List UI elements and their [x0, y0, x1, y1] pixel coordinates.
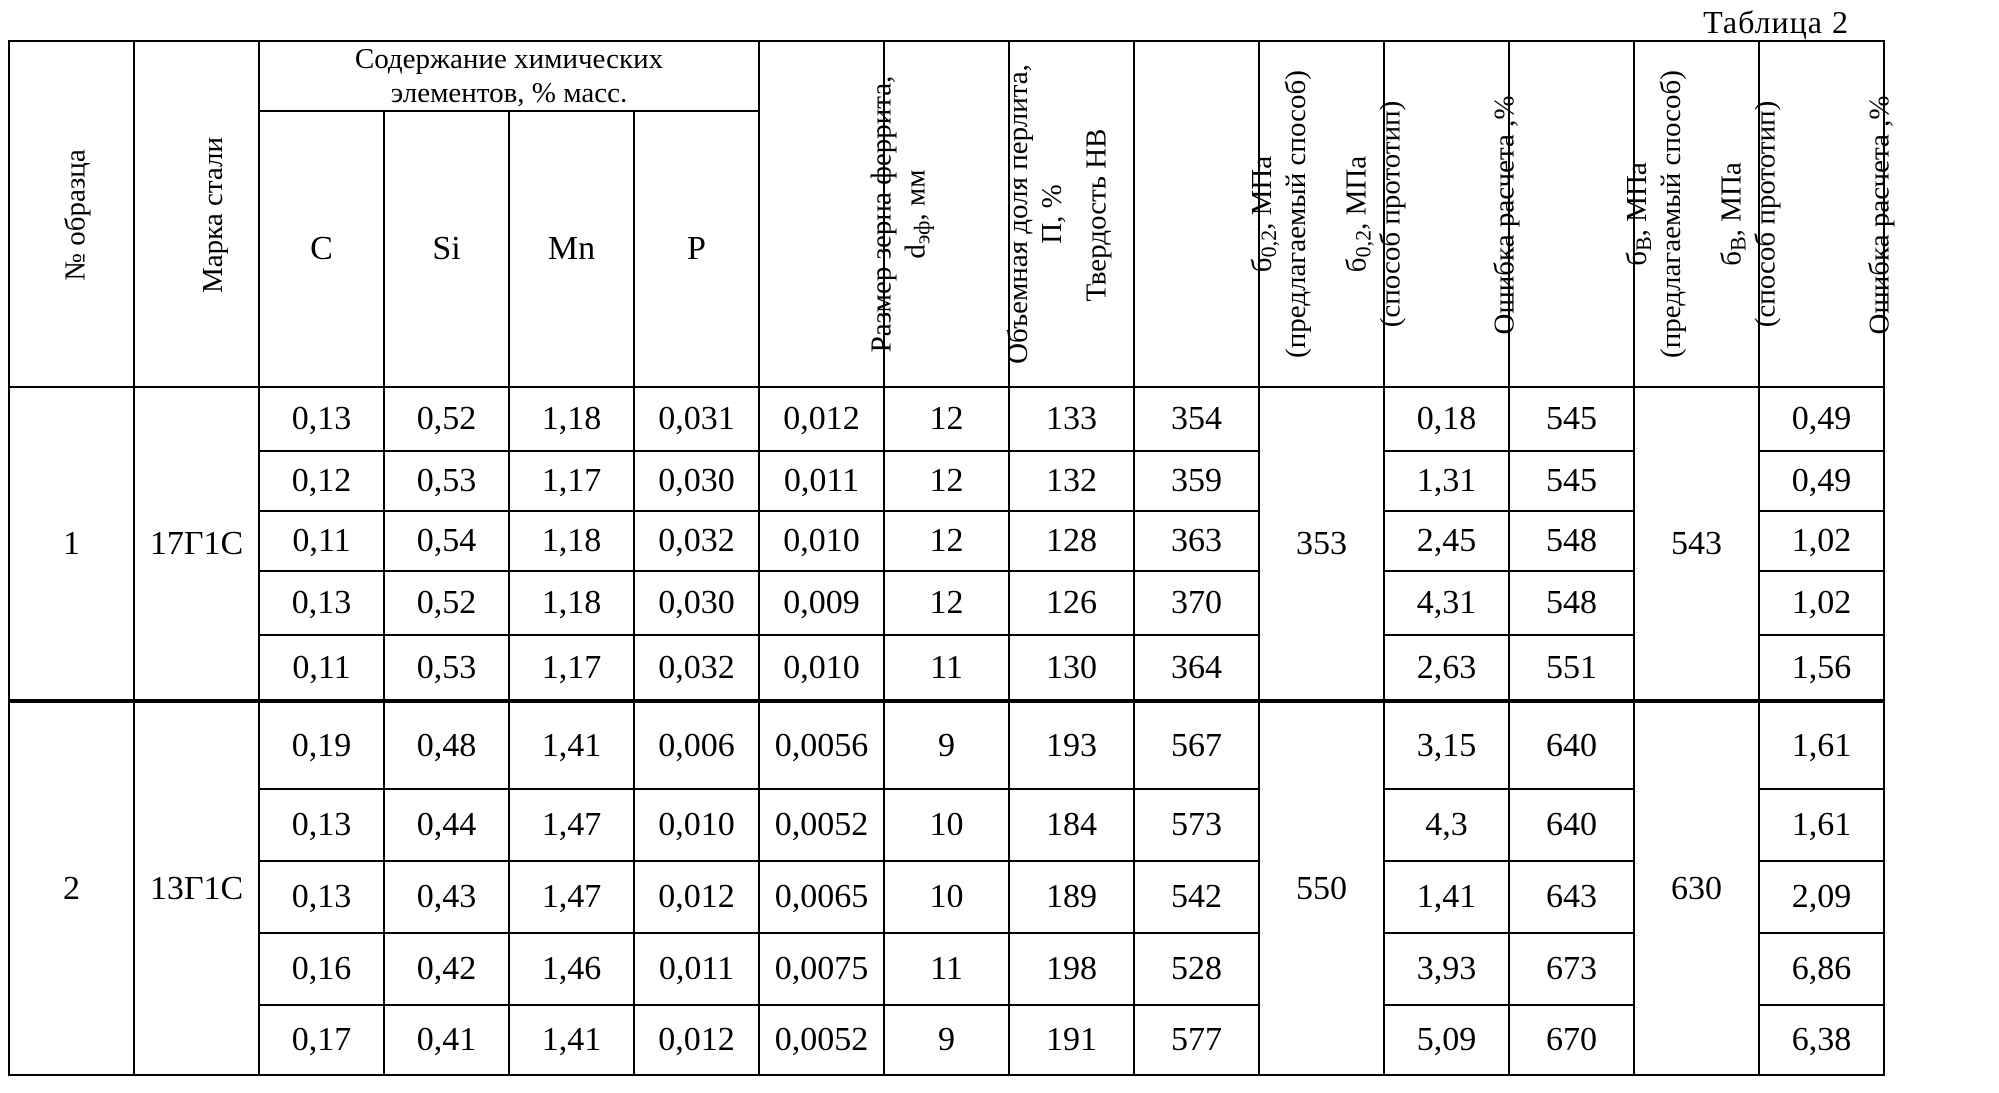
cell-error-2: 6,38 — [1759, 1005, 1884, 1075]
cell-error-2: 0,49 — [1759, 451, 1884, 511]
cell-c: 0,13 — [259, 571, 384, 635]
cell-mn: 1,17 — [509, 451, 634, 511]
table-row — [9, 861, 1884, 933]
cell-p: 0,012 — [634, 861, 759, 933]
header-p: P — [634, 111, 759, 387]
cell-error-1: 1,31 — [1384, 451, 1509, 511]
cell-si: 0,48 — [384, 701, 509, 789]
table-row — [9, 1005, 1884, 1075]
cell-error-2: 1,61 — [1759, 789, 1884, 861]
cell-s02: 573 — [1134, 789, 1259, 861]
cell-grain: 0,0052 — [759, 1005, 884, 1075]
cell-s02: 359 — [1134, 451, 1259, 511]
header-si: Si — [384, 111, 509, 387]
cell-grain: 0,010 — [759, 635, 884, 701]
cell-error-2: 6,86 — [1759, 933, 1884, 1005]
header-pearlite: Объемная доля перлита, П, % — [884, 41, 1009, 387]
cell-error-1: 0,18 — [1384, 387, 1509, 451]
cell-si: 0,52 — [384, 387, 509, 451]
cell-error-1: 5,09 — [1384, 1005, 1509, 1075]
header-c: C — [259, 111, 384, 387]
table-row — [9, 933, 1884, 1005]
cell-si: 0,52 — [384, 571, 509, 635]
cell-pearlite: 12 — [884, 571, 1009, 635]
header-chem-group: Содержание химических элементов, % масс. — [259, 41, 759, 111]
cell-error-1: 3,15 — [1384, 701, 1509, 789]
cell-grain: 0,011 — [759, 451, 884, 511]
cell-hardness: 133 — [1009, 387, 1134, 451]
cell-sb: 640 — [1509, 789, 1634, 861]
sb-prototype: 543 — [1634, 387, 1759, 701]
table-body — [9, 387, 1884, 1075]
cell-pearlite: 11 — [884, 635, 1009, 701]
header-sample-no: № образца — [9, 41, 134, 387]
cell-sb: 643 — [1509, 861, 1634, 933]
cell-p: 0,012 — [634, 1005, 759, 1075]
cell-pearlite: 10 — [884, 861, 1009, 933]
cell-error-2: 1,02 — [1759, 571, 1884, 635]
cell-s02: 354 — [1134, 387, 1259, 451]
header-s02-prototype: $б_{0,2}$, МПа (способ прототип) — [1259, 41, 1384, 387]
cell-c: 0,11 — [259, 635, 384, 701]
cell-hardness: 126 — [1009, 571, 1134, 635]
cell-grain: 0,012 — [759, 387, 884, 451]
cell-s02: 364 — [1134, 635, 1259, 701]
table-caption: Таблица 2 — [1703, 4, 1849, 40]
cell-pearlite: 9 — [884, 701, 1009, 789]
cell-si: 0,54 — [384, 511, 509, 571]
cell-sb: 673 — [1509, 933, 1634, 1005]
cell-si: 0,53 — [384, 635, 509, 701]
cell-si: 0,41 — [384, 1005, 509, 1075]
cell-hardness: 184 — [1009, 789, 1134, 861]
cell-si: 0,43 — [384, 861, 509, 933]
cell-p: 0,011 — [634, 933, 759, 1005]
sb-prototype: 630 — [1634, 701, 1759, 1075]
cell-pearlite: 12 — [884, 451, 1009, 511]
header-sb-prototype: $б_В$, МПа (способ прототип) — [1634, 41, 1759, 387]
header-hardness: Твердость HB — [1009, 41, 1134, 387]
cell-sb: 548 — [1509, 511, 1634, 571]
cell-sb: 548 — [1509, 571, 1634, 635]
cell-grain: 0,0075 — [759, 933, 884, 1005]
cell-s02: 528 — [1134, 933, 1259, 1005]
cell-sb: 551 — [1509, 635, 1634, 701]
cell-mn: 1,46 — [509, 933, 634, 1005]
cell-error-2: 1,56 — [1759, 635, 1884, 701]
s02-prototype: 353 — [1259, 387, 1384, 701]
cell-error-2: 1,61 — [1759, 701, 1884, 789]
cell-error-1: 4,31 — [1384, 571, 1509, 635]
table-row — [9, 789, 1884, 861]
cell-c: 0,13 — [259, 861, 384, 933]
cell-c: 0,11 — [259, 511, 384, 571]
header-sb-proposed: $б_В$, МПа (предлагаемый способ) — [1509, 41, 1634, 387]
cell-s02: 363 — [1134, 511, 1259, 571]
cell-c: 0,17 — [259, 1005, 384, 1075]
cell-sb: 640 — [1509, 701, 1634, 789]
cell-mn: 1,41 — [509, 701, 634, 789]
cell-c: 0,13 — [259, 387, 384, 451]
cell-sb: 545 — [1509, 387, 1634, 451]
cell-c: 0,19 — [259, 701, 384, 789]
cell-s02: 370 — [1134, 571, 1259, 635]
cell-pearlite: 11 — [884, 933, 1009, 1005]
cell-c: 0,12 — [259, 451, 384, 511]
sample-number: 2 — [9, 701, 134, 1075]
cell-mn: 1,18 — [509, 571, 634, 635]
cell-error-2: 1,02 — [1759, 511, 1884, 571]
table-row — [9, 451, 1884, 511]
cell-mn: 1,47 — [509, 861, 634, 933]
cell-hardness: 198 — [1009, 933, 1134, 1005]
cell-grain: 0,010 — [759, 511, 884, 571]
cell-error-1: 3,93 — [1384, 933, 1509, 1005]
s02-prototype: 550 — [1259, 701, 1384, 1075]
cell-hardness: 193 — [1009, 701, 1134, 789]
cell-grain: 0,0052 — [759, 789, 884, 861]
cell-p: 0,006 — [634, 701, 759, 789]
cell-pearlite: 12 — [884, 511, 1009, 571]
cell-p: 0,030 — [634, 451, 759, 511]
cell-mn: 1,18 — [509, 511, 634, 571]
header-error-2: Ошибка расчета ,% — [1759, 41, 1884, 387]
table-row — [9, 387, 1884, 451]
cell-hardness: 132 — [1009, 451, 1134, 511]
header-mn: Mn — [509, 111, 634, 387]
cell-mn: 1,41 — [509, 1005, 634, 1075]
cell-s02: 567 — [1134, 701, 1259, 789]
cell-hardness: 130 — [1009, 635, 1134, 701]
cell-error-2: 2,09 — [1759, 861, 1884, 933]
cell-s02: 577 — [1134, 1005, 1259, 1075]
cell-si: 0,42 — [384, 933, 509, 1005]
cell-mn: 1,18 — [509, 387, 634, 451]
cell-p: 0,032 — [634, 511, 759, 571]
cell-c: 0,13 — [259, 789, 384, 861]
cell-hardness: 128 — [1009, 511, 1134, 571]
cell-mn: 1,47 — [509, 789, 634, 861]
cell-sb: 670 — [1509, 1005, 1634, 1075]
cell-pearlite: 10 — [884, 789, 1009, 861]
cell-grain: 0,0056 — [759, 701, 884, 789]
data-table — [8, 40, 1896, 1076]
cell-p: 0,031 — [634, 387, 759, 451]
cell-si: 0,44 — [384, 789, 509, 861]
cell-error-1: 2,63 — [1384, 635, 1509, 701]
table-row — [9, 701, 1884, 789]
table-header — [9, 41, 1896, 387]
cell-sb: 545 — [1509, 451, 1634, 511]
cell-p: 0,032 — [634, 635, 759, 701]
cell-error-2: 0,49 — [1759, 387, 1884, 451]
cell-pearlite: 9 — [884, 1005, 1009, 1075]
table-row — [9, 571, 1884, 635]
table-row — [9, 511, 1884, 571]
steel-grade: 13Г1С — [134, 701, 259, 1075]
header-s02-proposed: $б_{0,2}$, МПа (предлагаемый способ) — [1134, 41, 1259, 387]
steel-grade: 17Г1С — [134, 387, 259, 701]
cell-hardness: 189 — [1009, 861, 1134, 933]
cell-s02: 542 — [1134, 861, 1259, 933]
header-grain-size: Размер зерна феррита, $d_{эф}$, мм — [759, 41, 884, 387]
cell-error-1: 1,41 — [1384, 861, 1509, 933]
cell-c: 0,16 — [259, 933, 384, 1005]
sample-number: 1 — [9, 387, 134, 701]
cell-hardness: 191 — [1009, 1005, 1134, 1075]
cell-si: 0,53 — [384, 451, 509, 511]
header-error-1: Ошибка расчета ,% — [1384, 41, 1509, 387]
cell-p: 0,030 — [634, 571, 759, 635]
cell-grain: 0,009 — [759, 571, 884, 635]
cell-error-1: 4,3 — [1384, 789, 1509, 861]
cell-mn: 1,17 — [509, 635, 634, 701]
cell-error-1: 2,45 — [1384, 511, 1509, 571]
table-row — [9, 635, 1884, 701]
cell-pearlite: 12 — [884, 387, 1009, 451]
header-steel-grade: Марка стали — [134, 41, 259, 387]
cell-grain: 0,0065 — [759, 861, 884, 933]
cell-p: 0,010 — [634, 789, 759, 861]
